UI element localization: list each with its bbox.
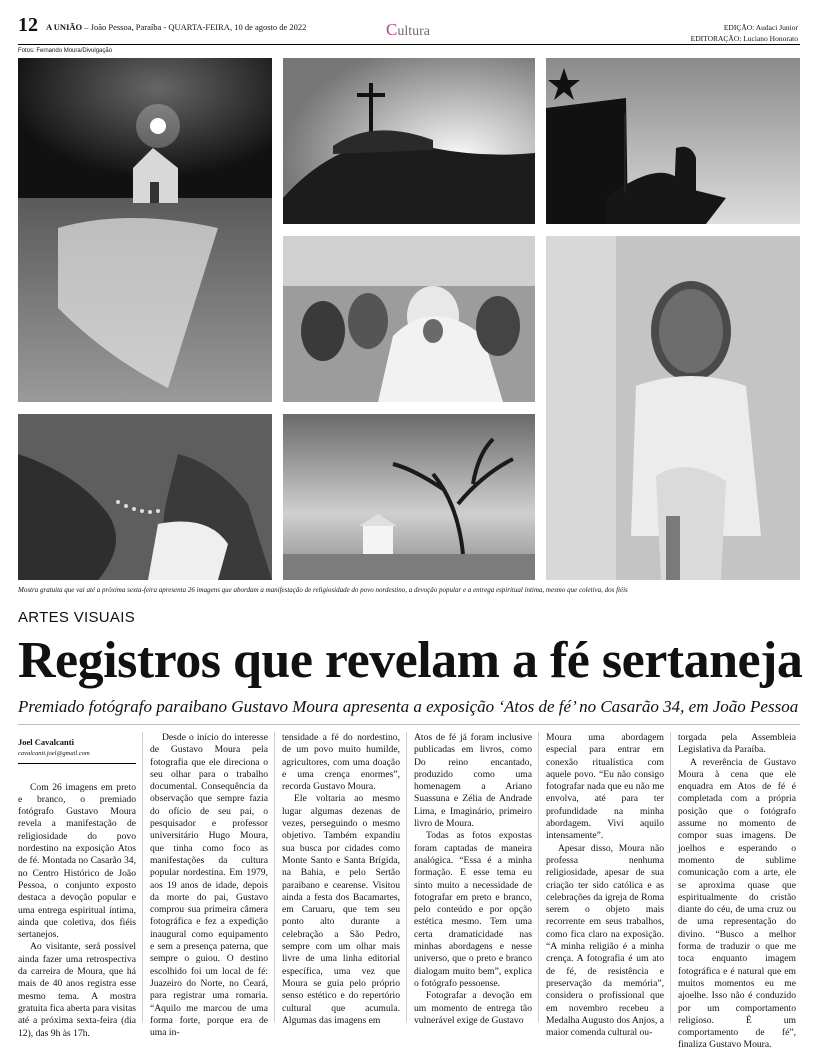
article-column-4 xyxy=(414,732,532,1027)
column-separator xyxy=(670,732,671,1022)
paragraph: Ao visitante, será possível ainda fazer uma retrospectiva da carreira de Moura, que há mais de 40 anos registra esse mesmo tema. A mostra gratuita fica aberta para visitas até a próxima sexta-feira (dia 12), das 9h às 17h. xyxy=(18,941,136,1039)
photo-tree-chapel xyxy=(283,414,535,580)
deck-rule xyxy=(18,724,800,725)
header-rule xyxy=(18,44,800,45)
paragraph: Ele voltaria ao mesmo lugar algumas dezenas de vezes, perseguindo o mesmo objetivo. Também expandiu sua busca por cidades como Monte Santo e Santa Brígida, na Bahia, e pelo Sertão paraibano e cearense. Visitou ainda a festa dos Bacamartes, em Caruaru, que tem seu ponto alto durante a celebração a São Pedro, sempre com um olhar mais livre de uma linha editorial específica, uma vez que Moura se guia pelo próprio senso estético e do repertório cultural que acumula. Algumas das imagens em xyxy=(282,793,400,1026)
masthead-line: A UNIÃO – João Pessoa, Paraíba - QUARTA-FEIRA, 10 de agosto de 2022 xyxy=(46,22,307,32)
article-column-5 xyxy=(546,732,664,1039)
city: João Pessoa, Paraíba xyxy=(90,22,162,32)
page-number: 12 xyxy=(18,14,38,36)
paragraph: Atos de fé já foram inclusive publicadas em livros, como Do reino encantado, produzido como uma homenagem a Ariano Suassuna e Zélia de Andrade Lima, e Imaginário, primeiro livro de Moura. xyxy=(414,732,532,830)
section-initial: C xyxy=(386,20,398,39)
photo-elderly-woman xyxy=(546,236,800,580)
photo-credit: Fotos: Fernando Moura/Divulgação xyxy=(18,48,113,54)
paragraph: tensidade a fé do nordestino, de um povo muito humilde, agricultores, com uma doação e uma crença enormes”, recorda Gustavo Moura. xyxy=(282,732,400,793)
column-separator xyxy=(406,732,407,1022)
column-separator xyxy=(538,732,539,1022)
layout-line: EDITORAÇÃO: Luciano Honorato xyxy=(690,34,798,43)
paragraph: Fotografar a devoção em um momento de entrega tão vulnerável exige de Gustavo xyxy=(414,990,532,1026)
page-header xyxy=(0,0,818,46)
paper-name: A UNIÃO xyxy=(46,22,83,32)
article-column-1 xyxy=(18,732,136,1040)
article-column-2 xyxy=(150,732,268,1039)
paragraph: Desde o início do interesse de Gustavo Moura pela fotografia que ele direciona o seu olhar para o trabalho documental. Consequência da observação que sempre fazia do ofício de seu pai, o pesquisador e professor universitário Hugo Moura, que tinha como foco as manifestações da cultura popular nordestina. Em 1979, aos 19 anos de idade, depois da morte do pai, Gustavo comprou sua primeira câmera fotográfica e fez a expedição inaugural como equipamento e sem a presença paterna, que sempre o guiou. O destino escolhido foi um local de fé: Juazeiro do Norte, no Ceará, para registrar uma romaria. “Aquilo me marcou de uma forma forte, porque era de uma in- xyxy=(150,732,268,1039)
article-column-3 xyxy=(282,732,400,1027)
date: QUARTA-FEIRA, 10 de agosto de 2022 xyxy=(168,22,307,32)
photo-worship-crowd xyxy=(283,236,535,402)
photo-cross-hill xyxy=(283,58,535,224)
paragraph: Com 26 imagens em preto e branco, o premiado fotógrafo Gustavo Moura revela a manifestação de religiosidade do povo nordestino na exposição Atos de fé. Montada no Casarão 34, no Centro Histórico de João Pessoa, o conjunto exposto destaca a devoção popular e uma entrega espiritual íntima, ainda que coletiva, dos fiéis sertanejos. xyxy=(18,781,136,941)
edition-line: EDIÇÃO: Audaci Junior xyxy=(723,23,798,32)
article-column-6 xyxy=(678,732,796,1052)
section-name xyxy=(386,20,430,40)
deck-subheadline: Premiado fotógrafo paraibano Gustavo Moura apresenta a exposição ‘Atos de fé’ no Casarão 34, em João Pessoa xyxy=(18,697,799,716)
paragraph: torgada pela Assembleia Legislativa da Paraíba. xyxy=(678,732,796,756)
author-name: Joel Cavalcanti xyxy=(18,737,74,747)
photo-caption: Mostra gratuita que vai até a próxima sexta-feira apresenta 26 imagens que abordam a manifestação de religiosidade do povo nordestino, a devoção popular e a entrega espiritual íntima, mesmo que coletiva, dos fiéis xyxy=(18,586,628,594)
section-rest: ultura xyxy=(397,24,430,39)
edition-credits xyxy=(691,22,798,44)
column-separator xyxy=(142,732,143,1022)
paragraph: A reverência de Gustavo Moura à cena que ele enquadra em Atos de fé é completada com a própria posição que o fotógrafo assume no momento de compor suas imagens. De joelhos e esperando o momento de sublime comunicação com a arte, ele se aproxima quase que espiritualmente do cristão diante do céu, de uma cruz ou de uma representação do divino. “Busco a melhor forma de traduzir o que me toca enquanto imagem fotográfica e é natural que em muitos momentos eu me ajoelhe. Isso não é conduzido por um comportamento religioso. É um comportamento de fé”, finaliza Gustavo Moura. xyxy=(678,756,796,1051)
paragraph: Apesar disso, Moura não professa nenhuma religiosidade, apesar de sua criação ter sido católica e as celebrações da igreja de Roma serem o objeto mais recorrente em seus trabalhos, como fica claro na exposição. “A minha religião é a minha crença. A fotografia é um ato de fé, de resistência e preservação da memória”, considera o profissional que em novembro recebeu a Medalha Augusto dos Anjos, a maior comenda cultural ou- xyxy=(546,842,664,1039)
paragraph: Todas as fotos expostas foram captadas de maneira analógica. “Essa é a minha formação. E esse tema eu sinto muito a necessidade de fotografar em preto e branco, pelo conteúdo e por opção estética mesmo. Tem uma certa dramaticidade nas minhas abordagens e nesse universo, que o preto e branco dialogam muito bem”, explica o fotógrafo pessoense. xyxy=(414,830,532,989)
paragraph: Moura uma abordagem especial para entrar em conexão ritualística com aquele povo. “Eu não consigo fotografar nada que eu não me envolva, até para ter profundidade na minha abordagem. Vivi aquilo intensamente”. xyxy=(546,732,664,842)
section-kicker: ARTES VISUAIS xyxy=(18,609,135,626)
photo-night-church xyxy=(18,58,272,402)
author-email: cavalcanti.joel@gmail.com xyxy=(18,748,136,763)
photo-chapel-star xyxy=(546,58,800,224)
column-separator xyxy=(274,732,275,1022)
headline: Registros que revelam a fé sertaneja xyxy=(18,632,803,689)
photo-hands-rosary xyxy=(18,414,272,580)
